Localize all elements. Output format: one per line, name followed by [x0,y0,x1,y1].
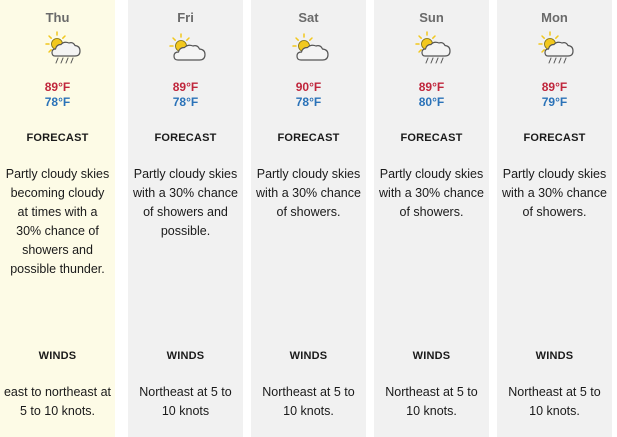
winds-text: Northeast at 5 to 10 knots. [508,385,601,418]
day-column-sun [374,0,489,437]
winds-text: Northeast at 5 to 10 knots [139,385,232,418]
day-column-mon [497,0,612,437]
forecast-label: FORECAST [154,132,217,144]
day-column-thu [0,0,115,437]
winds-label: WINDS [412,350,451,362]
winds-text: east to northeast at 5 to 10 knots. [3,385,111,418]
forecast-label: FORECAST [277,132,340,144]
forecast-label: FORECAST [523,132,586,144]
forecast-label: FORECAST [400,132,463,144]
winds-label: WINDS [535,350,574,362]
partly-cloudy-rain-icon [414,29,454,69]
high-temp: 89°F [44,80,71,94]
forecast-text: Partly cloudy skies becoming cloudy at times with a 30% chance of showers and possible thunder. [5,167,110,276]
partly-cloudy-rain-icon [44,29,84,69]
day-name: Sat [298,10,319,25]
forecast-label: FORECAST [26,132,89,144]
day-column-fri [128,0,243,437]
forecast-text: Partly cloudy skies with a 30% chance of showers and possible. [133,167,238,238]
forecast-text: Partly cloudy skies with a 30% chance of showers. [256,167,361,219]
day-column-sat [251,0,366,437]
low-temp: 78°F [44,95,71,109]
winds-label: WINDS [38,350,77,362]
forecast-text: Partly cloudy skies with a 30% chance of showers. [379,167,484,219]
partly-cloudy-icon [291,29,331,69]
high-temp: 89°F [172,80,199,94]
low-temp: 78°F [172,95,199,109]
high-temp: 90°F [295,80,322,94]
winds-label: WINDS [289,350,328,362]
day-name: Thu [45,10,70,25]
winds-text: Northeast at 5 to 10 knots. [262,385,355,418]
low-temp: 78°F [295,95,322,109]
forecast-text: Partly cloudy skies with a 30% chance of showers. [502,167,607,219]
day-name: Fri [177,10,194,25]
partly-cloudy-rain-icon [537,29,577,69]
low-temp: 79°F [541,95,568,109]
day-name: Sun [419,10,444,25]
winds-label: WINDS [166,350,205,362]
high-temp: 89°F [541,80,568,94]
partly-cloudy-icon [168,29,208,69]
winds-text: Northeast at 5 to 10 knots. [385,385,478,418]
high-temp: 89°F [418,80,445,94]
low-temp: 80°F [418,95,445,109]
day-name: Mon [541,10,568,25]
